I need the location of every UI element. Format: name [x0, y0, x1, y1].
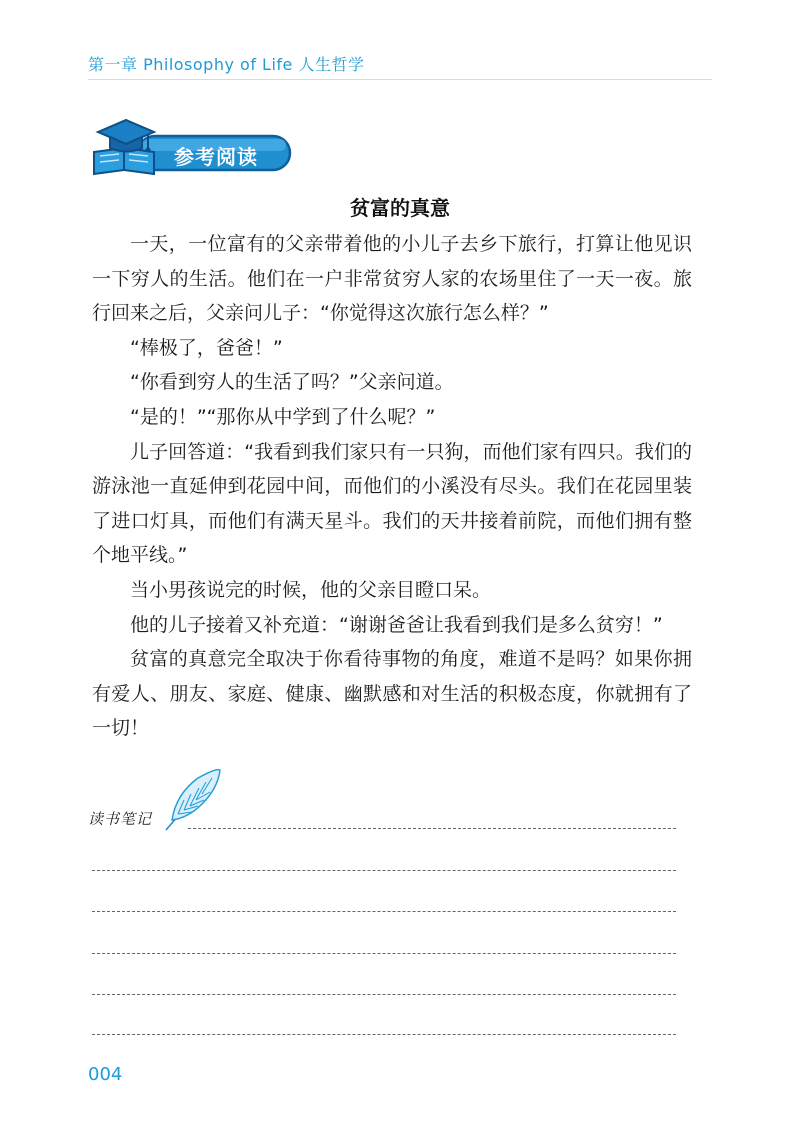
note-line [92, 911, 676, 912]
reading-notes-label: 读书笔记 [88, 810, 153, 828]
note-line [188, 828, 676, 829]
paragraph: 一天，一位富有的父亲带着他的小儿子去乡下旅行，打算让他见识一下穷人的生活。他们在一户非常贫穷人家的农场里住了一天一夜。旅行回来之后，父亲问儿子：“你觉得这次旅行怎么样？” [92, 233, 692, 325]
header-divider [88, 79, 712, 80]
note-line [92, 1034, 676, 1035]
note-line [92, 994, 676, 995]
article-body [92, 227, 692, 746]
paragraph: “是的！”“那你从中学到了什么呢？” [130, 405, 436, 428]
paragraph: 他的儿子接着又补充道：“谢谢爸爸让我看到我们是多么贫穷！” [130, 613, 663, 636]
note-line [92, 870, 676, 871]
paragraph: “你看到穷人的生活了吗？”父亲问道。 [130, 371, 454, 394]
note-line [92, 953, 676, 954]
article-title: 贫富的真意 [350, 196, 450, 220]
page-number: 004 [88, 1064, 123, 1085]
paragraph: “棒极了，爸爸！” [130, 336, 283, 359]
paragraph: 贫富的真意完全取决于你看待事物的角度，难道不是吗？如果你拥有爱人、朋友、家庭、健康、幽默感和对生活的积极态度，你就拥有了一切！ [92, 648, 692, 740]
paragraph: 儿子回答道：“我看到我们家只有一只狗，而他们家有四只。我们的游泳池一直延伸到花园中间，而他们的小溪没有尽头。我们在花园里装了进口灯具，而他们有满天星斗。我们的天井接着前院，而他们拥有整个地平线。” [92, 440, 692, 567]
chapter-header: 第一章 Philosophy of Life 人生哲学 [88, 55, 365, 74]
paragraph: 当小男孩说完的时候，他的父亲目瞪口呆。 [130, 578, 492, 601]
badge-label: 参考阅读 [174, 145, 258, 169]
section-badge [88, 112, 298, 182]
feather-icon [158, 764, 228, 834]
